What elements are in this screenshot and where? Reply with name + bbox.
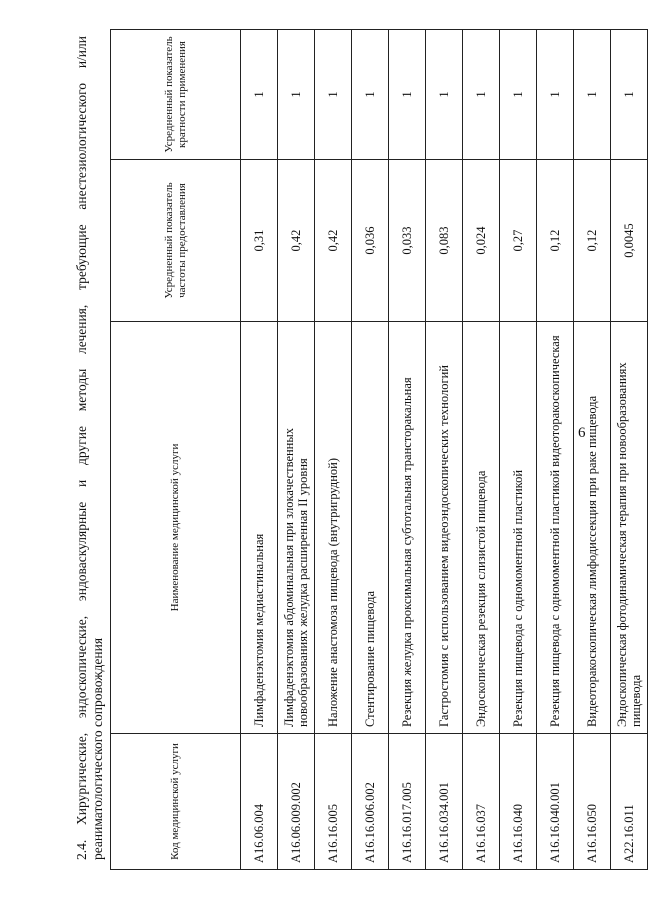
table-row <box>426 30 463 870</box>
table-row <box>574 30 611 870</box>
code-cell: A16.16.040.001 <box>537 734 574 870</box>
table-row <box>537 30 574 870</box>
code-cell: A16.06.004 <box>241 734 278 870</box>
code-cell: A16.16.005 <box>315 734 352 870</box>
table-row <box>315 30 352 870</box>
frequency-cell: 0,024 <box>463 160 500 322</box>
table-row <box>241 30 278 870</box>
multiplicity-cell: 1 <box>611 30 648 160</box>
multiplicity-cell: 1 <box>241 30 278 160</box>
table-row <box>352 30 389 870</box>
frequency-cell: 0,42 <box>278 160 315 322</box>
name-cell: Стентирование пищевода <box>352 322 389 734</box>
frequency-cell: 0,27 <box>500 160 537 322</box>
multiplicity-cell: 1 <box>352 30 389 160</box>
multiplicity-cell: 1 <box>278 30 315 160</box>
header-name: Наименование медицинской услуги <box>111 322 241 734</box>
name-cell: Гастростомия с использованием видеоэндоскопических технологий <box>426 322 463 734</box>
code-cell: A16.16.006.002 <box>352 734 389 870</box>
name-cell: Лимфаденэктомия абдоминальная при злокачественных новообразованиях желудка расширенная II уровня <box>278 322 315 734</box>
name-cell: Резекция желудка проксимальная субтотальная трансторакальная <box>389 322 426 734</box>
multiplicity-cell: 1 <box>315 30 352 160</box>
header-frequency: Усредненный показатель частоты предоставления <box>111 160 241 322</box>
table-row <box>278 30 315 870</box>
multiplicity-cell: 1 <box>537 30 574 160</box>
multiplicity-cell: 1 <box>500 30 537 160</box>
table-body <box>241 30 648 870</box>
multiplicity-cell: 1 <box>389 30 426 160</box>
services-table <box>110 29 648 870</box>
multiplicity-cell: 1 <box>426 30 463 160</box>
table-row <box>463 30 500 870</box>
header-code: Код медицинской услуги <box>111 734 241 870</box>
name-cell: Резекция пищевода с одномоментной пластикой <box>500 322 537 734</box>
name-cell: Резекция пищевода с одномоментной пластикой видеоторакоскопическая <box>537 322 574 734</box>
frequency-cell: 0,12 <box>537 160 574 322</box>
frequency-cell: 0,12 <box>574 160 611 322</box>
multiplicity-cell: 1 <box>463 30 500 160</box>
code-cell: A22.16.011 <box>611 734 648 870</box>
name-cell: Лимфаденэктомия медиастинальная <box>241 322 278 734</box>
rotated-page-content <box>68 30 643 870</box>
frequency-cell: 0,42 <box>315 160 352 322</box>
table-row <box>500 30 537 870</box>
frequency-cell: 0,036 <box>352 160 389 322</box>
name-cell: Эндоскопическая резекция слизистой пищевода <box>463 322 500 734</box>
name-cell: Эндоскопическая фотодинамическая терапия при новообразованиях пищевода <box>611 322 648 734</box>
frequency-cell: 0,31 <box>241 160 278 322</box>
frequency-cell: 0,0045 <box>611 160 648 322</box>
section-heading: 2.4. Хирургические, эндоскопические, эндоваскулярные и другие методы лечения, требующие анестезиологического и/или реаниматологического сопровождения <box>74 36 105 860</box>
page-number: 6 <box>578 425 586 441</box>
code-cell: A16.16.040 <box>500 734 537 870</box>
header-multiplicity: Усредненный показатель кратности применения <box>111 30 241 160</box>
code-cell: A16.16.050 <box>574 734 611 870</box>
code-cell: A16.16.037 <box>463 734 500 870</box>
code-cell: A16.16.034.001 <box>426 734 463 870</box>
frequency-cell: 0,083 <box>426 160 463 322</box>
name-cell: Наложение анастомоза пищевода (внутригрудной) <box>315 322 352 734</box>
name-cell: Видеоторакоскопическая лимфодиссекция при раке пищевода <box>574 322 611 734</box>
table-header-row <box>111 30 241 870</box>
frequency-cell: 0,033 <box>389 160 426 322</box>
code-cell: A16.06.009.002 <box>278 734 315 870</box>
table-row <box>611 30 648 870</box>
table-row <box>389 30 426 870</box>
code-cell: A16.16.017.005 <box>389 734 426 870</box>
multiplicity-cell: 1 <box>574 30 611 160</box>
